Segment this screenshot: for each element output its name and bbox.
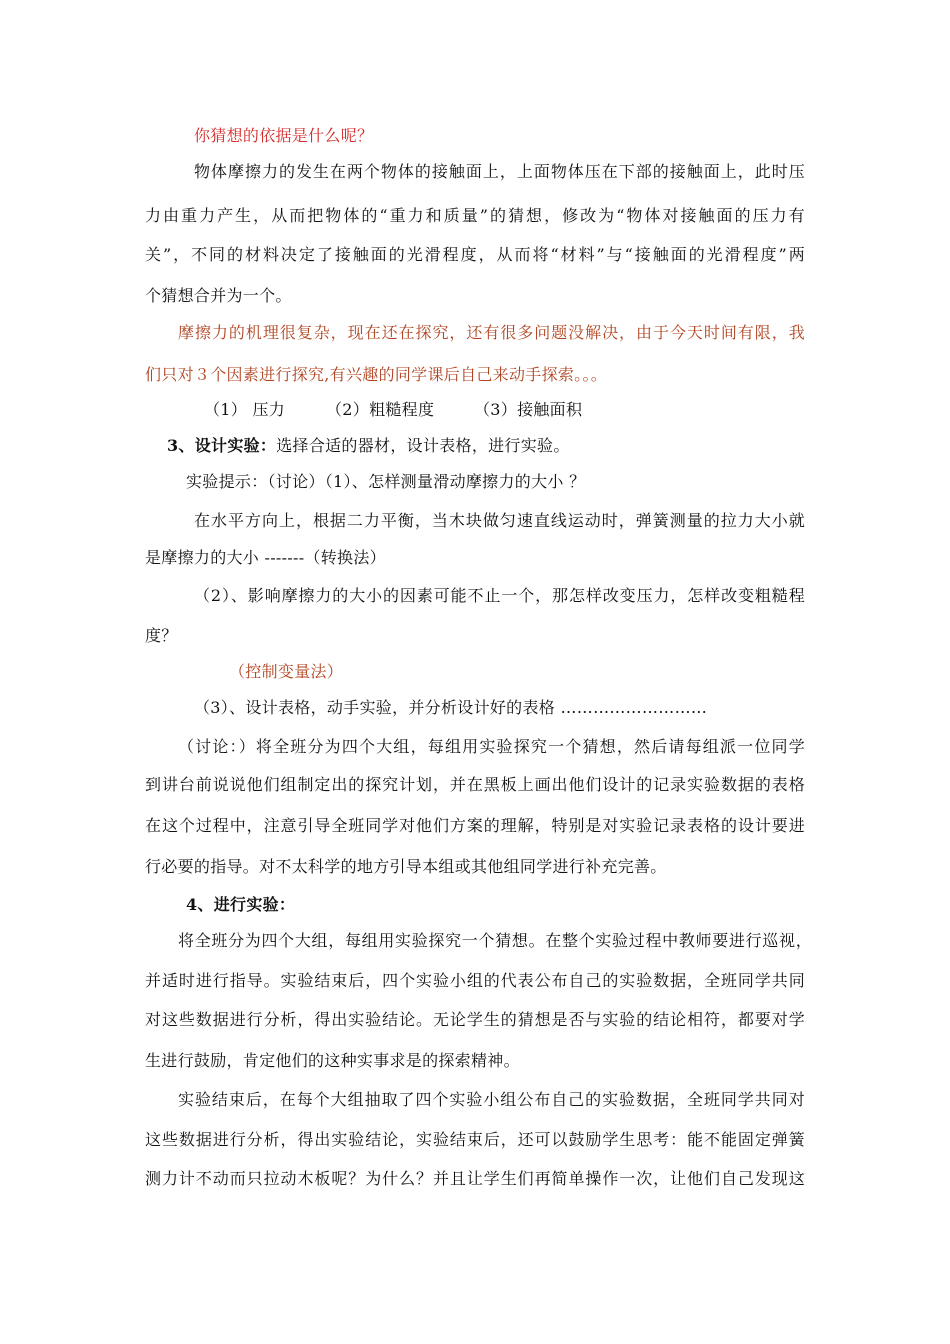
paragraph-line: 个猜想合并为一个。: [145, 286, 292, 305]
paragraph-line: 生进行鼓励，肯定他们的这种实事求是的探索精神。: [145, 1051, 520, 1070]
paragraph-line: 行必要的指导。对不太科学的地方引导本组或其他组同学进行补充完善。: [145, 857, 667, 876]
paragraph-line: 到讲台前说说他们组制定出的探究计划，并在黑板上画出他们设计的记录实验数据的表格: [145, 775, 805, 794]
factor-item-pressure: （1） 压力: [204, 400, 286, 419]
section-3-heading: 3、设计实验：: [167, 436, 277, 455]
paragraph-line: 并适时进行指导。实验结束后，四个实验小组的代表公布自己的实验数据，全班同学共同: [145, 971, 805, 990]
paragraph-line: 在这个过程中，注意引导全班同学对他们方案的理解，特别是对实验记录表格的设计要进: [145, 816, 805, 835]
highlight-line: 摩擦力的机理很复杂，现在还在探究，还有很多问题没解决，由于今天时间有限，我: [178, 323, 805, 342]
paragraph-line: 是摩擦力的大小 -------（转换法）: [145, 548, 386, 567]
highlight-line: 们只对３个因素进行探究,有兴趣的同学课后自己来动手探索。。。: [145, 365, 608, 384]
question-heading: 你猜想的依据是什么呢？: [194, 126, 374, 145]
method-label: （控制变量法）: [229, 662, 344, 681]
paragraph-line: 在水平方向上，根据二力平衡，当木块做匀速直线运动时，弹簧测量的拉力大小就: [194, 511, 805, 530]
paragraph-line: 实验结束后，在每个大组抽取了四个实验小组公布自己的实验数据，全班同学共同对: [178, 1090, 805, 1109]
paragraph-line: 测力计不动而只拉动木板呢？为什么？并且让学生们再简单操作一次，让他们自己发现这: [145, 1169, 805, 1188]
paragraph-line: 物体摩擦力的发生在两个物体的接触面上，上面物体压在下部的接触面上，此时压: [194, 162, 805, 181]
hint-line: 实验提示：（讨论）（1）、怎样测量滑动摩擦力的大小 ？: [186, 472, 586, 491]
paragraph-line: 关”，不同的材料决定了接触面的光滑程度，从而将“材料”与“接触面的光滑程度”两: [145, 245, 805, 264]
paragraph-line: 将全班分为四个大组，每组用实验探究一个猜想。在整个实验过程中教师要进行巡视，: [178, 931, 812, 950]
paragraph-line: （3）、设计表格，动手实验，并分析设计好的表格 ………………………: [194, 698, 708, 717]
section-4-heading: 4、进行实验：: [186, 895, 296, 914]
paragraph-line: 力由重力产生，从而把物体的“重力和质量”的猜想，修改为“物体对接触面的压力有: [145, 206, 805, 225]
paragraph-line: （2）、影响摩擦力的大小的因素可能不止一个，那怎样改变压力，怎样改变粗糙程: [194, 586, 805, 605]
section-3-line: [167, 435, 570, 457]
section-3-text: 选择合适的器材，设计表格，进行实验。: [276, 436, 570, 455]
factor-item-area: （3）接触面积: [474, 400, 583, 419]
paragraph-line: （讨论：）将全班分为四个大组，每组用实验探究一个猜想，然后请每组派一位同学: [178, 737, 805, 756]
paragraph-line: 对这些数据进行分析，得出实验结论。无论学生的猜想是否与实验的结论相符，都要对学: [145, 1010, 805, 1029]
paragraph-line: 度？: [145, 626, 178, 645]
paragraph-line: 这些数据进行分析，得出实验结论，实验结束后，还可以鼓励学生思考：能不能固定弹簧: [145, 1130, 805, 1149]
factor-item-roughness: （2）粗糙程度: [326, 400, 435, 419]
